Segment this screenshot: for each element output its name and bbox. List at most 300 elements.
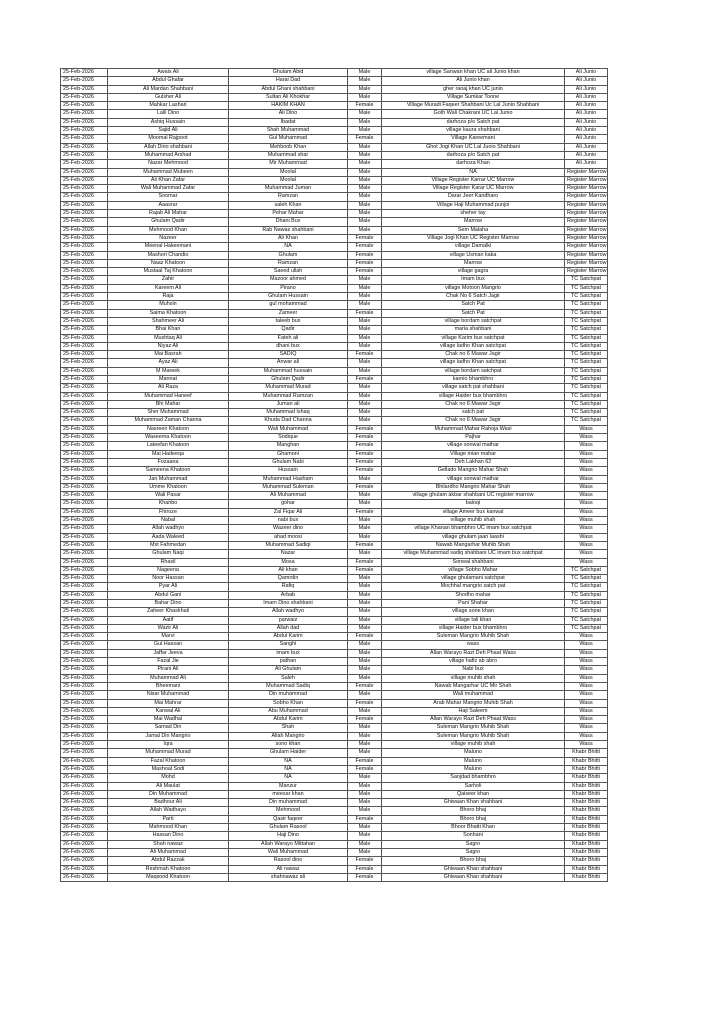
gender-cell: Male xyxy=(348,674,382,682)
father-name-cell: Saleh xyxy=(229,674,348,682)
father-name-cell: Ghulam Haider xyxy=(229,749,348,757)
date-cell: 25-Feb-2026 xyxy=(61,442,108,450)
father-name-cell: Ghulam Abid xyxy=(229,69,348,77)
date-cell: 25-Feb-2026 xyxy=(61,583,108,591)
name-cell: Ali Muhammad xyxy=(108,848,229,856)
father-name-cell: Ali Muhammad xyxy=(229,492,348,500)
gender-cell: Male xyxy=(348,193,382,201)
area-cell: Khabr Bhitti xyxy=(565,790,608,798)
address-cell: Satch Pat xyxy=(382,309,565,317)
address-cell: Ali Junio khan xyxy=(382,77,565,85)
father-name-cell: Arbab xyxy=(229,591,348,599)
date-cell: 25-Feb-2026 xyxy=(61,218,108,226)
area-cell: Wass xyxy=(565,525,608,533)
gender-cell: Male xyxy=(348,284,382,292)
date-cell: 25-Feb-2026 xyxy=(61,517,108,525)
address-cell: Bhoro bhaj xyxy=(382,815,565,823)
address-cell: village Haider bux bhambhro xyxy=(382,624,565,632)
date-cell: 25-Feb-2026 xyxy=(61,317,108,325)
address-cell: Village Jogi Khan UC Register Marrow xyxy=(382,234,565,242)
date-cell: 25-Feb-2026 xyxy=(61,334,108,342)
table-row xyxy=(61,699,608,707)
gender-cell: Male xyxy=(348,342,382,350)
table-row xyxy=(61,417,608,425)
address-cell: Muhammad Mahar Rahoja Wasi xyxy=(382,425,565,433)
date-cell: 25-Feb-2026 xyxy=(61,600,108,608)
father-name-cell: shahnawaz ali xyxy=(229,873,348,881)
father-name-cell: saleh Khan xyxy=(229,201,348,209)
father-name-cell: Zal Fiqar Ali xyxy=(229,508,348,516)
table-row xyxy=(61,541,608,549)
date-cell: 25-Feb-2026 xyxy=(61,458,108,466)
gender-cell: Female xyxy=(348,483,382,491)
name-cell: Zaheer Khaskhali xyxy=(108,608,229,616)
father-name-cell: Nazar xyxy=(229,550,348,558)
address-cell: village Khanan bhambhro UC imam bux satchpat xyxy=(382,525,565,533)
area-cell: Ali Junio xyxy=(565,151,608,159)
area-cell: Wass xyxy=(565,707,608,715)
address-cell: Bhoro bhaj xyxy=(382,807,565,815)
area-cell: TC Satchpat xyxy=(565,309,608,317)
name-cell: Meenal Hakeemani xyxy=(108,243,229,251)
date-cell: 26-Feb-2026 xyxy=(61,824,108,832)
table-row xyxy=(61,782,608,790)
address-cell: Maluno xyxy=(382,757,565,765)
father-name-cell: NA xyxy=(229,765,348,773)
father-name-cell: Ghulam Hussain xyxy=(229,293,348,301)
table-row xyxy=(61,492,608,500)
date-cell: 25-Feb-2026 xyxy=(61,276,108,284)
address-cell: baloqi xyxy=(382,500,565,508)
name-cell: Iqra xyxy=(108,741,229,749)
name-cell: Abdul Gani xyxy=(108,591,229,599)
table-row xyxy=(61,301,608,309)
table-row xyxy=(61,210,608,218)
name-cell: Wali Pasar xyxy=(108,492,229,500)
date-cell: 25-Feb-2026 xyxy=(61,359,108,367)
table-row xyxy=(61,624,608,632)
area-cell: Khabr Bhitti xyxy=(565,765,608,773)
date-cell: 25-Feb-2026 xyxy=(61,724,108,732)
father-name-cell: Ibadat xyxy=(229,118,348,126)
area-cell: Khabr Bhitti xyxy=(565,873,608,881)
address-cell: Allan Warayo Razi Deh Phaat Wass xyxy=(382,716,565,724)
area-cell: Wass xyxy=(565,533,608,541)
address-cell: Chak no 6 Mawar Jagir xyxy=(382,351,565,359)
area-cell: Khabr Bhitti xyxy=(565,840,608,848)
address-cell: village bordam satchpat xyxy=(382,317,565,325)
table-row xyxy=(61,425,608,433)
father-name-cell: Wazeer dino xyxy=(229,525,348,533)
father-name-cell: Qadir xyxy=(229,326,348,334)
area-cell: TC Satchpat xyxy=(565,351,608,359)
address-cell: Village Muradi Faqeer Shahbani Uc Lal Junio Shahbani xyxy=(382,102,565,110)
date-cell: 26-Feb-2026 xyxy=(61,848,108,856)
address-cell: Goth Wali Chakrani UC Lal Junio xyxy=(382,110,565,118)
father-name-cell: meesar khan xyxy=(229,790,348,798)
name-cell: Muhammad Mubeen xyxy=(108,168,229,176)
table-row xyxy=(61,741,608,749)
address-cell: Suleman Mangrio Muhib Shah xyxy=(382,724,565,732)
father-name-cell: Anwar ali xyxy=(229,359,348,367)
gender-cell: Female xyxy=(348,558,382,566)
name-cell: Wazir Ali xyxy=(108,624,229,632)
address-cell: village ghulamani satchpat xyxy=(382,575,565,583)
table-row xyxy=(61,674,608,682)
date-cell: 25-Feb-2026 xyxy=(61,409,108,417)
date-cell: 25-Feb-2026 xyxy=(61,633,108,641)
date-cell: 25-Feb-2026 xyxy=(61,492,108,500)
address-cell: Sagro xyxy=(382,840,565,848)
father-name-cell: Khuda Dad Channa xyxy=(229,417,348,425)
area-cell: Ali Junio xyxy=(565,85,608,93)
table-row xyxy=(61,259,608,267)
gender-cell: Male xyxy=(348,840,382,848)
date-cell: 25-Feb-2026 xyxy=(61,342,108,350)
area-cell: Register Marrow xyxy=(565,201,608,209)
table-row xyxy=(61,309,608,317)
name-cell: Mai Wadhal xyxy=(108,716,229,724)
area-cell: TC Satchpat xyxy=(565,375,608,383)
name-cell: M Mareek xyxy=(108,367,229,375)
table-row xyxy=(61,342,608,350)
father-name-cell: Pehar Mahar xyxy=(229,210,348,218)
date-cell: 25-Feb-2026 xyxy=(61,135,108,143)
date-cell: 25-Feb-2026 xyxy=(61,118,108,126)
address-cell: village muhib shah xyxy=(382,517,565,525)
table-row xyxy=(61,575,608,583)
father-name-cell: Rab Nawaz shahbani xyxy=(229,226,348,234)
area-cell: TC Satchpat xyxy=(565,384,608,392)
gender-cell: Female xyxy=(348,458,382,466)
father-name-cell: nabi bux xyxy=(229,517,348,525)
address-cell: Bhilardho Mangrio Mahar Shah xyxy=(382,483,565,491)
name-cell: Ali Khan Zafar xyxy=(108,176,229,184)
name-cell: Jamal Din Mangrio xyxy=(108,732,229,740)
table-row xyxy=(61,633,608,641)
father-name-cell: Shah xyxy=(229,724,348,732)
father-name-cell: parwaiz xyxy=(229,616,348,624)
records-table xyxy=(60,68,608,882)
table-row xyxy=(61,475,608,483)
address-cell: village bordam satchpat xyxy=(382,367,565,375)
area-cell: Khabr Bhitti xyxy=(565,782,608,790)
address-cell: village Ameer bux kanwal xyxy=(382,508,565,516)
gender-cell: Male xyxy=(348,110,382,118)
gender-cell: Male xyxy=(348,658,382,666)
name-cell: Ayaz Ali xyxy=(108,359,229,367)
name-cell: Abdul Razzak xyxy=(108,857,229,865)
name-cell: Hassan Dino xyxy=(108,832,229,840)
area-cell: Register Marrow xyxy=(565,176,608,184)
address-cell: village Haider bux bhambhro xyxy=(382,392,565,400)
address-cell: village gagra xyxy=(382,268,565,276)
address-cell: Village Sumkar Toone xyxy=(382,93,565,101)
name-cell: Nazeer xyxy=(108,234,229,242)
gender-cell: Female xyxy=(348,865,382,873)
area-cell: Wass xyxy=(565,541,608,549)
gender-cell: Female xyxy=(348,135,382,143)
father-name-cell: Muhammad Juman xyxy=(229,185,348,193)
address-cell: village kaura shahbani xyxy=(382,127,565,135)
date-cell: 25-Feb-2026 xyxy=(61,483,108,491)
gender-cell: Female xyxy=(348,234,382,242)
table-row xyxy=(61,732,608,740)
address-cell: Nawab Mangarhar UC Mir Shah xyxy=(382,682,565,690)
address-cell: Maluno xyxy=(382,749,565,757)
father-name-cell: Rasool dino xyxy=(229,857,348,865)
father-name-cell: Abu Muhammad xyxy=(229,707,348,715)
area-cell: Ali Junio xyxy=(565,77,608,85)
area-cell: TC Satchpat xyxy=(565,284,608,292)
address-cell: village Sanwan khan UC ali Junio khan xyxy=(382,69,565,77)
gender-cell: Female xyxy=(348,765,382,773)
father-name-cell: Muhammad Ishaq xyxy=(229,409,348,417)
address-cell: village Damalki xyxy=(382,243,565,251)
gender-cell: Female xyxy=(348,633,382,641)
name-cell: Raja xyxy=(108,293,229,301)
name-cell: Din Muhammad xyxy=(108,790,229,798)
table-row xyxy=(61,467,608,475)
date-cell: 25-Feb-2026 xyxy=(61,682,108,690)
area-cell: Wass xyxy=(565,691,608,699)
name-cell: Fhiroze xyxy=(108,508,229,516)
name-cell: Aada Waleed xyxy=(108,533,229,541)
address-cell: village sone khan xyxy=(382,608,565,616)
date-cell: 26-Feb-2026 xyxy=(61,873,108,881)
name-cell: Mashori Chandio xyxy=(108,251,229,259)
gender-cell: Female xyxy=(348,259,382,267)
date-cell: 26-Feb-2026 xyxy=(61,857,108,865)
gender-cell: Male xyxy=(348,201,382,209)
address-cell: Sarholi xyxy=(382,782,565,790)
gender-cell: Female xyxy=(348,450,382,458)
father-name-cell: Muhammad Hasham xyxy=(229,475,348,483)
name-cell: Shah nawaz xyxy=(108,840,229,848)
address-cell: village ghulam jaan laashi xyxy=(382,533,565,541)
table-row xyxy=(61,160,608,168)
name-cell: Muhammad Arshad xyxy=(108,151,229,159)
table-row xyxy=(61,840,608,848)
name-cell: Badhour Ali xyxy=(108,799,229,807)
table-row xyxy=(61,168,608,176)
table-row xyxy=(61,533,608,541)
name-cell: Muhsin xyxy=(108,301,229,309)
table-row xyxy=(61,824,608,832)
name-cell: Aaasrar xyxy=(108,201,229,209)
name-cell: Wali Muhammad Zafar xyxy=(108,185,229,193)
name-cell: Umme Khatoon xyxy=(108,483,229,491)
area-cell: TC Satchpat xyxy=(565,293,608,301)
name-cell: Jaffar Jeeva xyxy=(108,649,229,657)
area-cell: Register Marrow xyxy=(565,243,608,251)
date-cell: 25-Feb-2026 xyxy=(61,69,108,77)
address-cell: village Motoon Mangrio xyxy=(382,284,565,292)
address-cell: Deh Lakhan 62 xyxy=(382,458,565,466)
gender-cell: Female xyxy=(348,857,382,865)
address-cell: Ghiwaan Khan shahbani xyxy=(382,873,565,881)
date-cell: 25-Feb-2026 xyxy=(61,707,108,715)
gender-cell: Male xyxy=(348,317,382,325)
father-name-cell: Sodique xyxy=(229,434,348,442)
gender-cell: Male xyxy=(348,782,382,790)
father-name-cell: Zameer xyxy=(229,309,348,317)
name-cell: Bhai Khan xyxy=(108,326,229,334)
area-cell: Wass xyxy=(565,666,608,674)
area-cell: Wass xyxy=(565,425,608,433)
father-name-cell: Juman ali xyxy=(229,400,348,408)
name-cell: Khanbo xyxy=(108,500,229,508)
gender-cell: Male xyxy=(348,749,382,757)
table-row xyxy=(61,591,608,599)
name-cell: Shahmeer Ali xyxy=(108,317,229,325)
address-cell: Ghiwaan Khan shahbani xyxy=(382,799,565,807)
name-cell: Sameena Khatoon xyxy=(108,467,229,475)
address-cell: sheher tay xyxy=(382,210,565,218)
table-row xyxy=(61,807,608,815)
gender-cell: Male xyxy=(348,732,382,740)
area-cell: TC Satchpat xyxy=(565,583,608,591)
table-row xyxy=(61,442,608,450)
area-cell: TC Satchpat xyxy=(565,392,608,400)
father-name-cell: Mehboob Khan xyxy=(229,143,348,151)
table-row xyxy=(61,176,608,184)
father-name-cell: Muhammad Suleman xyxy=(229,483,348,491)
address-cell: Village Haji Muhammad punjoi xyxy=(382,201,565,209)
table-row xyxy=(61,384,608,392)
name-cell: Jan Muhammad xyxy=(108,475,229,483)
date-cell: 25-Feb-2026 xyxy=(61,85,108,93)
area-cell: Wass xyxy=(565,550,608,558)
address-cell: Village mian mahar xyxy=(382,450,565,458)
father-name-cell: Manghan xyxy=(229,442,348,450)
area-cell: TC Satchpat xyxy=(565,600,608,608)
date-cell: 25-Feb-2026 xyxy=(61,716,108,724)
address-cell: village sonwal mathar xyxy=(382,442,565,450)
date-cell: 25-Feb-2026 xyxy=(61,168,108,176)
father-name-cell: sono khan xyxy=(229,741,348,749)
area-cell: Ali Junio xyxy=(565,118,608,126)
area-cell: Ali Junio xyxy=(565,143,608,151)
area-cell: TC Satchpat xyxy=(565,400,608,408)
address-cell: Sonhani xyxy=(382,832,565,840)
gender-cell: Female xyxy=(348,757,382,765)
gender-cell: Male xyxy=(348,525,382,533)
area-cell: TC Satchpat xyxy=(565,624,608,632)
date-cell: 25-Feb-2026 xyxy=(61,102,108,110)
father-name-cell: gohar xyxy=(229,500,348,508)
address-cell: gher raoaj khan UC junio xyxy=(382,85,565,93)
name-cell: Gul Hassan xyxy=(108,641,229,649)
father-name-cell: Fateh ali xyxy=(229,334,348,342)
table-row xyxy=(61,434,608,442)
address-cell: village Karim bux satchpat xyxy=(382,334,565,342)
address-cell: darhoza p/o Satch pat xyxy=(382,151,565,159)
date-cell: 25-Feb-2026 xyxy=(61,110,108,118)
father-name-cell: Ali Dino xyxy=(229,110,348,118)
father-name-cell: Abdul Karim xyxy=(229,716,348,724)
gender-cell: Male xyxy=(348,301,382,309)
area-cell: Ali Junio xyxy=(565,135,608,143)
father-name-cell: Qamrdin xyxy=(229,575,348,583)
father-name-cell: Ramzan xyxy=(229,193,348,201)
date-cell: 25-Feb-2026 xyxy=(61,127,108,135)
address-cell: Marrow xyxy=(382,259,565,267)
area-cell: Wass xyxy=(565,475,608,483)
table-row xyxy=(61,85,608,93)
address-cell: Chak no 6 Mawar Jagir xyxy=(382,400,565,408)
gender-cell: Male xyxy=(348,741,382,749)
gender-cell: Male xyxy=(348,799,382,807)
area-cell: Khabr Bhitti xyxy=(565,807,608,815)
date-cell: 26-Feb-2026 xyxy=(61,782,108,790)
father-name-cell: Mehmood xyxy=(229,807,348,815)
name-cell: Ali Raza xyxy=(108,384,229,392)
area-cell: TC Satchpat xyxy=(565,326,608,334)
gender-cell: Male xyxy=(348,168,382,176)
gender-cell: Male xyxy=(348,533,382,541)
address-cell: village ladho Khan satchpat xyxy=(382,342,565,350)
father-name-cell: Imam Dino shahbani xyxy=(229,600,348,608)
date-cell: 25-Feb-2026 xyxy=(61,77,108,85)
gender-cell: Male xyxy=(348,608,382,616)
area-cell: TC Satchpat xyxy=(565,566,608,574)
address-cell: Bhoor Bhatti Khan xyxy=(382,824,565,832)
gender-cell: Male xyxy=(348,400,382,408)
table-row xyxy=(61,483,608,491)
name-cell: Mushtaq Ali xyxy=(108,334,229,342)
area-cell: Register Marrow xyxy=(565,210,608,218)
father-name-cell: Ghamoni xyxy=(229,450,348,458)
table-row xyxy=(61,268,608,276)
date-cell: 25-Feb-2026 xyxy=(61,467,108,475)
name-cell: Mashoal Sodi xyxy=(108,765,229,773)
father-name-cell: Muhammad Murad xyxy=(229,384,348,392)
name-cell: Niyaz Ali xyxy=(108,342,229,350)
address-cell: satch pat xyxy=(382,409,565,417)
table-row xyxy=(61,765,608,773)
gender-cell: Female xyxy=(348,682,382,690)
date-cell: 25-Feb-2026 xyxy=(61,666,108,674)
address-cell: Gellado Mangrio Mahar Shah xyxy=(382,467,565,475)
area-cell: Wass xyxy=(565,674,608,682)
name-cell: Nazar Mehmood xyxy=(108,160,229,168)
area-cell: Khabr Bhitti xyxy=(565,857,608,865)
table-row xyxy=(61,326,608,334)
gender-cell: Male xyxy=(348,417,382,425)
table-row xyxy=(61,409,608,417)
father-name-cell: Moolal xyxy=(229,176,348,184)
gender-cell: Male xyxy=(348,69,382,77)
name-cell: Noor Hassan xyxy=(108,575,229,583)
area-cell: Wass xyxy=(565,649,608,657)
area-cell: Wass xyxy=(565,716,608,724)
gender-cell: Female xyxy=(348,699,382,707)
date-cell: 25-Feb-2026 xyxy=(61,741,108,749)
gender-cell: Female xyxy=(348,375,382,383)
gender-cell: Male xyxy=(348,359,382,367)
name-cell: Bheemani xyxy=(108,682,229,690)
name-cell: Mst Fahmedan xyxy=(108,541,229,549)
name-cell: Naaz Khatoon xyxy=(108,259,229,267)
name-cell: Nisar Muhammad xyxy=(108,691,229,699)
area-cell: Wass xyxy=(565,558,608,566)
table-row xyxy=(61,790,608,798)
table-row xyxy=(61,193,608,201)
name-cell: Sher Muhammad xyxy=(108,409,229,417)
area-cell: Wass xyxy=(565,682,608,690)
table-row xyxy=(61,749,608,757)
